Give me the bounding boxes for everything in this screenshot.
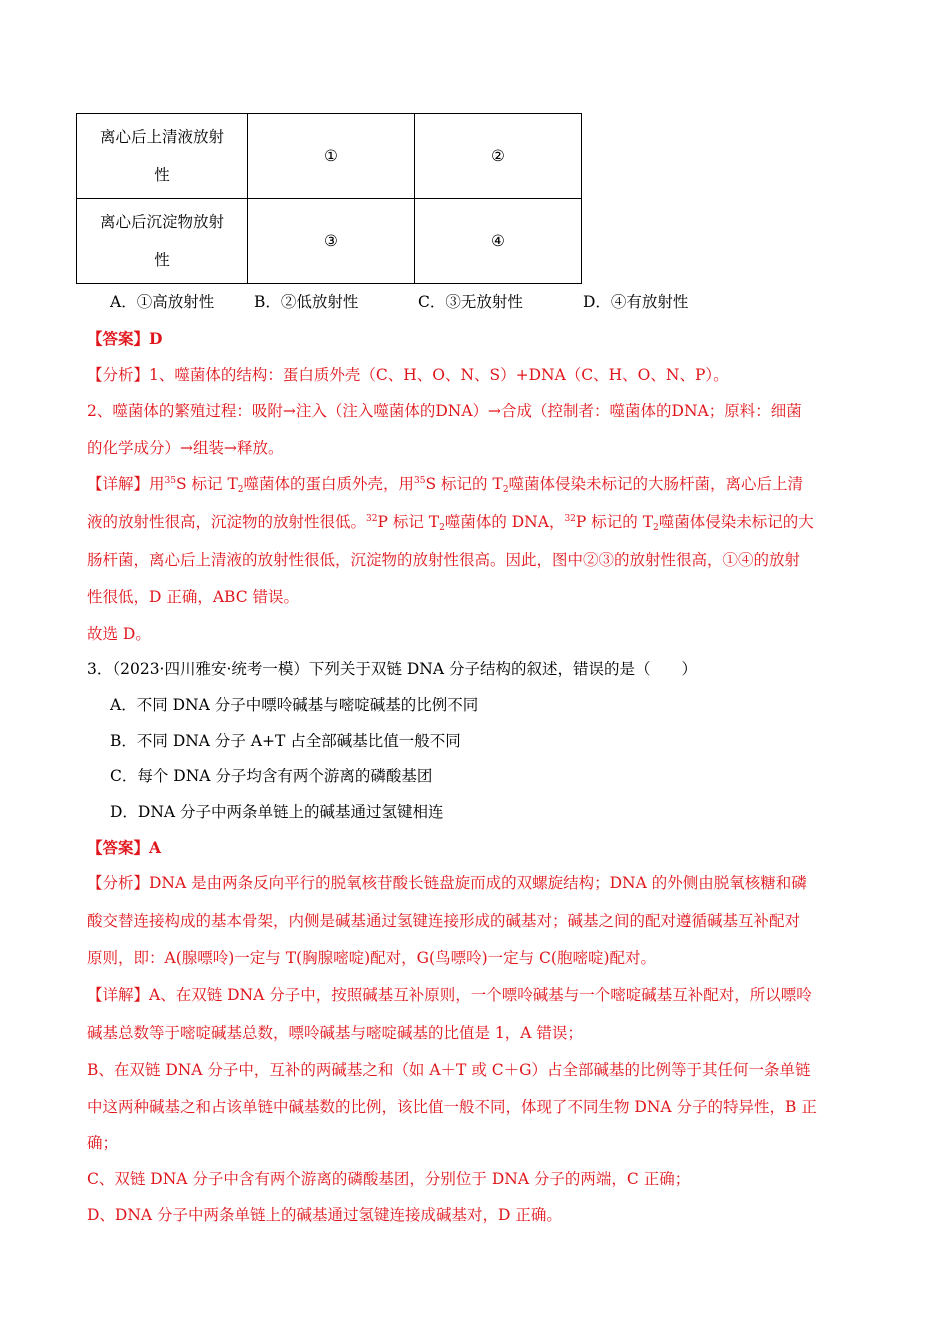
q3-analysis-1: 【分析】DNA 是由两条反向平行的脱氧核苷酸长链盘旋而成的双螺旋结构；DNA 的外侧由脱氧核糖和磷 [87, 874, 807, 892]
q3-option-b: B．不同 DNA 分子 A+T 占全部碱基比值一般不同 [110, 732, 461, 750]
q2-detail-line-4: 性很低，D 正确，ABC 错误。 [87, 588, 300, 606]
q3-option-d: D．DNA 分子中两条单链上的碱基通过氢键相连 [110, 803, 444, 821]
q3-detail-3: B、在双链 DNA 分子中，互补的两碱基之和（如 A＋T 或 C＋G）占全部碱基的比例等于其任何一条单链 [87, 1061, 811, 1079]
q3-detail-2: 碱基总数等于嘧啶碱基总数，嘌呤碱基与嘧啶碱基的比值是 1，A 错误； [87, 1024, 583, 1042]
row-header: 离心后沉淀物放射性 [77, 199, 248, 284]
q3-answer: 【答案】A [87, 838, 162, 857]
table-cell: ② [415, 114, 582, 199]
q2-detail-line-3: 肠杆菌，离心后上清液的放射性很低，沉淀物的放射性很高。因此，图中②③的放射性很高，①④的放射 [87, 551, 801, 569]
q3-detail-6: C、双链 DNA 分子中含有两个游离的磷酸基团，分别位于 DNA 分子的两端，C 正确； [87, 1170, 691, 1188]
option-b: B．②低放射性 [254, 293, 359, 311]
q3-stem: 3．（2023·四川雅安·统考一模）下列关于双链 DNA 分子结构的叙述，错误的是（ ） [87, 660, 697, 678]
table-row [77, 199, 582, 284]
table-cell: ③ [248, 199, 415, 284]
table-cell: ① [248, 114, 415, 199]
row-header: 离心后上清液放射性 [77, 114, 248, 199]
q2-conclusion: 故选 D。 [87, 625, 151, 643]
option-c: C．③无放射性 [418, 293, 523, 311]
q3-detail-7: D、DNA 分子中两条单链上的碱基通过氢键连接成碱基对，D 正确。 [87, 1206, 562, 1224]
q3-analysis-3: 原则，即：A(腺嘌呤)一定与 T(胸腺嘧啶)配对，G(鸟嘌呤)一定与 C(胞嘧啶)配对。 [87, 949, 657, 967]
option-a: A．①高放射性 [110, 293, 215, 311]
q2-detail-line-1: 【详解】用$^{35}$S 标记 $T_2$噬菌体的蛋白质外壳，用$^{35}$S 标记的 $T_2$噬菌体侵染未标记的大肠杆菌，离心后上清 [87, 475, 804, 495]
q3-detail-1: 【详解】A、在双链 DNA 分子中，按照碱基互补原则，一个嘌呤碱基与一个嘧啶碱基互补配对，所以嘌呤 [87, 986, 812, 1004]
q2-analysis-2b: 的化学成分）→组装→释放。 [87, 439, 284, 457]
q3-detail-5: 确； [87, 1134, 119, 1152]
q3-option-a: A．不同 DNA 分子中嘌呤碱基与嘧啶碱基的比例不同 [110, 696, 479, 714]
q2-answer: 【答案】D [87, 329, 163, 348]
q2-analysis-1: 【分析】1、噬菌体的结构：蛋白质外壳（C、H、O、N、S）+DNA（C、H、O、N、P）。 [87, 366, 729, 384]
detail-label: 【详解】 [87, 475, 150, 493]
q2-options [110, 290, 810, 312]
q3-analysis-2: 酸交替连接构成的基本骨架，内侧是碱基通过氢键连接形成的碱基对；碱基之间的配对遵循碱基互补配对 [87, 912, 801, 930]
q3-detail-4: 中这两种碱基之和占该单链中碱基数的比例，该比值一般不同，体现了不同生物 DNA 分子的特异性，B 正 [87, 1098, 817, 1116]
option-d: D．④有放射性 [583, 293, 689, 311]
q3-option-c: C．每个 DNA 分子均含有两个游离的磷酸基团 [110, 767, 433, 785]
q2-analysis-2a: 2、噬菌体的繁殖过程：吸附→注入（注入噬菌体的DNA）→合成（控制者：噬菌体的DNA；原料：细菌 [87, 402, 802, 420]
table-cell: ④ [415, 199, 582, 284]
q2-detail-line-2: 液的放射性很高，沉淀物的放射性很低。$^{32}$P 标记 $T_2$噬菌体的 DNA，$^{32}$P 标记的 $T_2$噬菌体侵染未标记的大 [87, 513, 814, 533]
radioactivity-table [76, 113, 582, 284]
table-row [77, 114, 582, 199]
